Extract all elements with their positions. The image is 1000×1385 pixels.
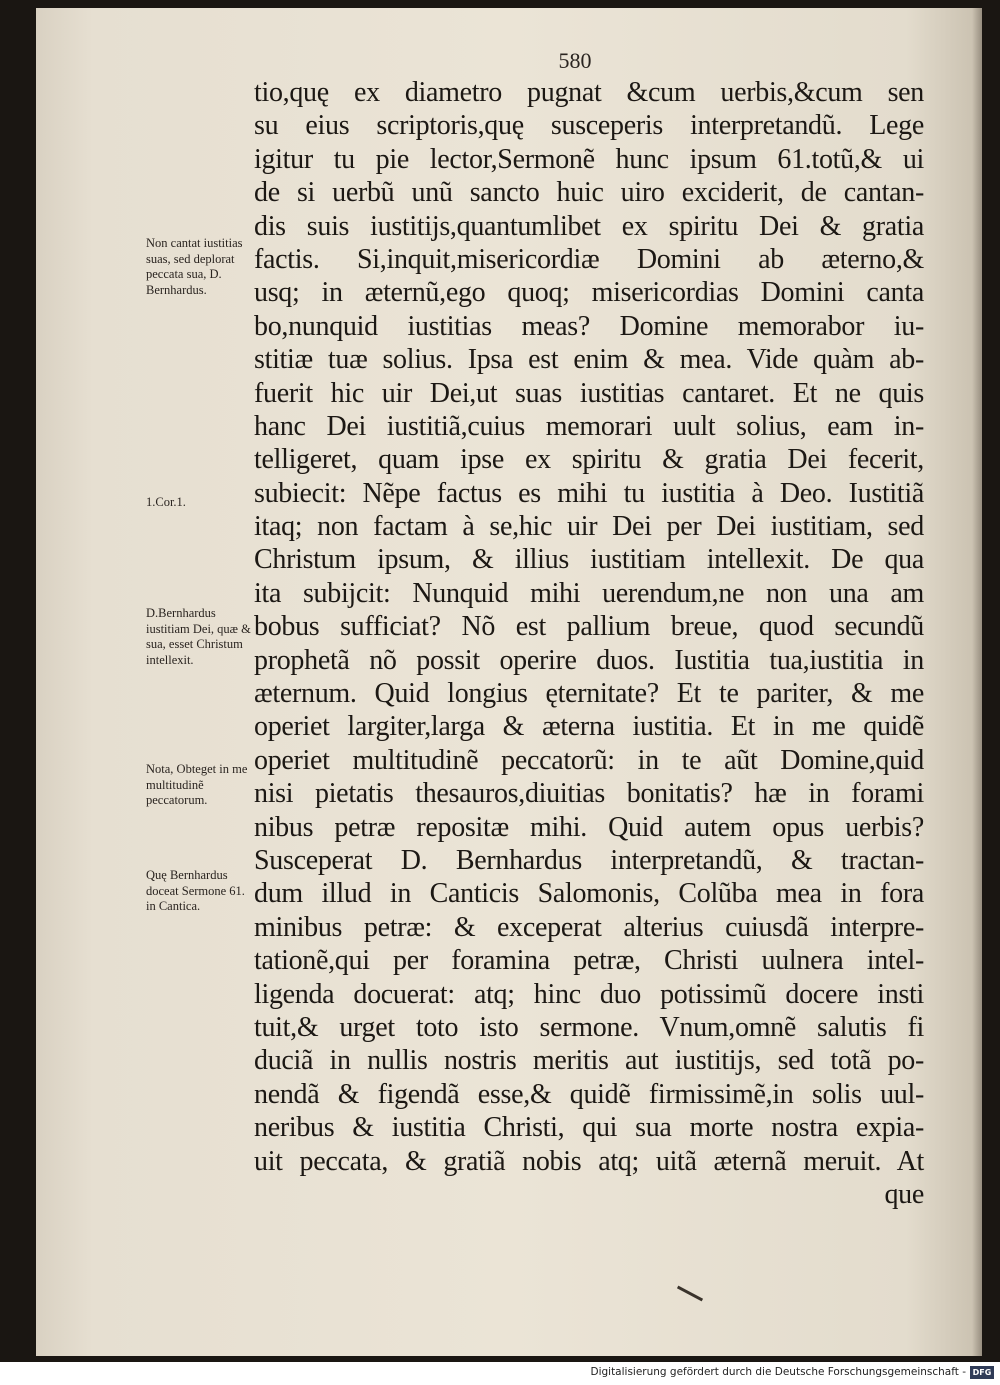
text-line: æternum. Quid longius ęternitate? Et te pariter, & me — [254, 678, 924, 710]
text-line: Christum ipsum, & illius iustitiam intellexit. De qua — [254, 544, 924, 576]
text-line: ligenda docuerat: atq; hinc duo potissimũ docere insti — [254, 978, 924, 1010]
footer-bar — [0, 1362, 1000, 1385]
text-line: nisi pietatis thesauros,diuitias bonitatis? hæ in forami — [254, 778, 924, 810]
margin-note: 1.Cor.1. — [146, 495, 186, 509]
text-line: tuit,& urget toto isto sermone. Vnum,omnẽ salutis fi — [254, 1011, 924, 1043]
text-line: su eius scriptoris,quę susceperis interpretandũ. Lege — [254, 110, 924, 142]
text-line: nibus petræ repositæ mihi. Quid autem opus uerbis? — [254, 811, 924, 843]
text-line: neribus & iustitia Christi, qui sua morte nostra expia- — [254, 1112, 924, 1144]
text-line: Susceperat D. Bernhardus interpretandũ, & tractan- — [254, 844, 924, 876]
text-line: ita subijcit: Nunquid mihi uerendum,ne non una am — [254, 577, 924, 609]
text-line: prophetã nõ possit operire duos. Iustitia tua,iustitia in — [254, 644, 924, 676]
margin-note: D.Bernhardus iustitiam Dei, quæ & sua, esset Christum intellexit. — [146, 606, 251, 667]
text-line: hanc Dei iustitiã,cuius memorari uult solius, eam in- — [254, 410, 924, 442]
margin-note: Quę Bernhardus doceat Sermone 61. in Cantica. — [146, 868, 245, 913]
text-line: itaq; non factam à se,hic uir Dei per Dei iustitiam, sed — [254, 511, 924, 543]
dfg-logo-icon: DFG — [970, 1366, 994, 1379]
text-line: igitur tu pie lector,Sermonẽ hunc ipsum 61.totũ,& ui — [254, 143, 924, 175]
text-line: factis. Si,inquit,misericordiæ Domini ab æterno,& — [254, 243, 924, 275]
text-line: fuerit hic uir Dei,ut suas iustitias cantaret. Et ne quis — [254, 377, 924, 409]
text-line: bo,nunquid iustitias meas? Domine memorabor iu- — [254, 310, 924, 342]
text-line: usq; in æternũ,ego quoq; misericordias Domini canta — [254, 277, 924, 309]
margin-note: Non cantat iustitias suas, sed deplorat peccata sua, D. Bernhardus. — [146, 236, 243, 297]
text-line: dis suis iustitijs,quantumlibet ex spiritu Dei & gratia — [254, 210, 924, 242]
text-line: de si uerbũ unũ sancto huic uiro exciderit, de cantan- — [254, 177, 924, 209]
text-line: operiet multitudinẽ peccatorũ: in te aũt Domine,quid — [254, 744, 924, 776]
text-line: stitiæ tuæ solius. Ipsa est enim & mea. Vide quàm ab- — [254, 344, 924, 376]
margin-note: Nota, Obteget in me multitudinẽ peccatorum. — [146, 762, 248, 807]
text-line: operiet largiter,larga & æterna iustitia. Et in me quidẽ — [254, 711, 924, 743]
funding-credit: Digitalisierung gefördert durch die Deutsche Forschungsgemeinschaft - — [590, 1366, 966, 1378]
text-line: bobus sufficiat? Nõ est pallium breue, quod secundũ — [254, 611, 924, 643]
text-line: nendã & figendã esse,& quidẽ firmissimẽ,in solis uul- — [254, 1078, 924, 1110]
text-line: duciã in nullis nostris meritis aut iustitijs, sed totã po- — [254, 1045, 924, 1077]
text-line: telligeret, quam ipse ex spiritu & gratia Dei fecerit, — [254, 444, 924, 476]
main-text-block — [254, 76, 924, 1211]
text-line: minibus petræ: & exceperat alterius cuiusdã interpre- — [254, 911, 924, 943]
page-edge-shadow — [972, 8, 982, 1356]
text-line: uit peccata, & gratiã nobis atq; uitã æternã meruit. At — [254, 1145, 924, 1177]
text-line: subiecit: Nẽpe factus es mihi tu iustitia à Deo. Iustitiã — [254, 477, 924, 509]
text-line: tio,quę ex diametro pugnat &cum uerbis,&cum sen — [254, 77, 924, 108]
catchword: que — [884, 1178, 924, 1210]
text-line: dum illud in Canticis Salomonis, Colũba mea in fora — [254, 878, 924, 910]
text-line: tationẽ,qui per foramina petræ, Christi uulnera intel- — [254, 945, 924, 977]
page-number: 580 — [558, 48, 592, 73]
